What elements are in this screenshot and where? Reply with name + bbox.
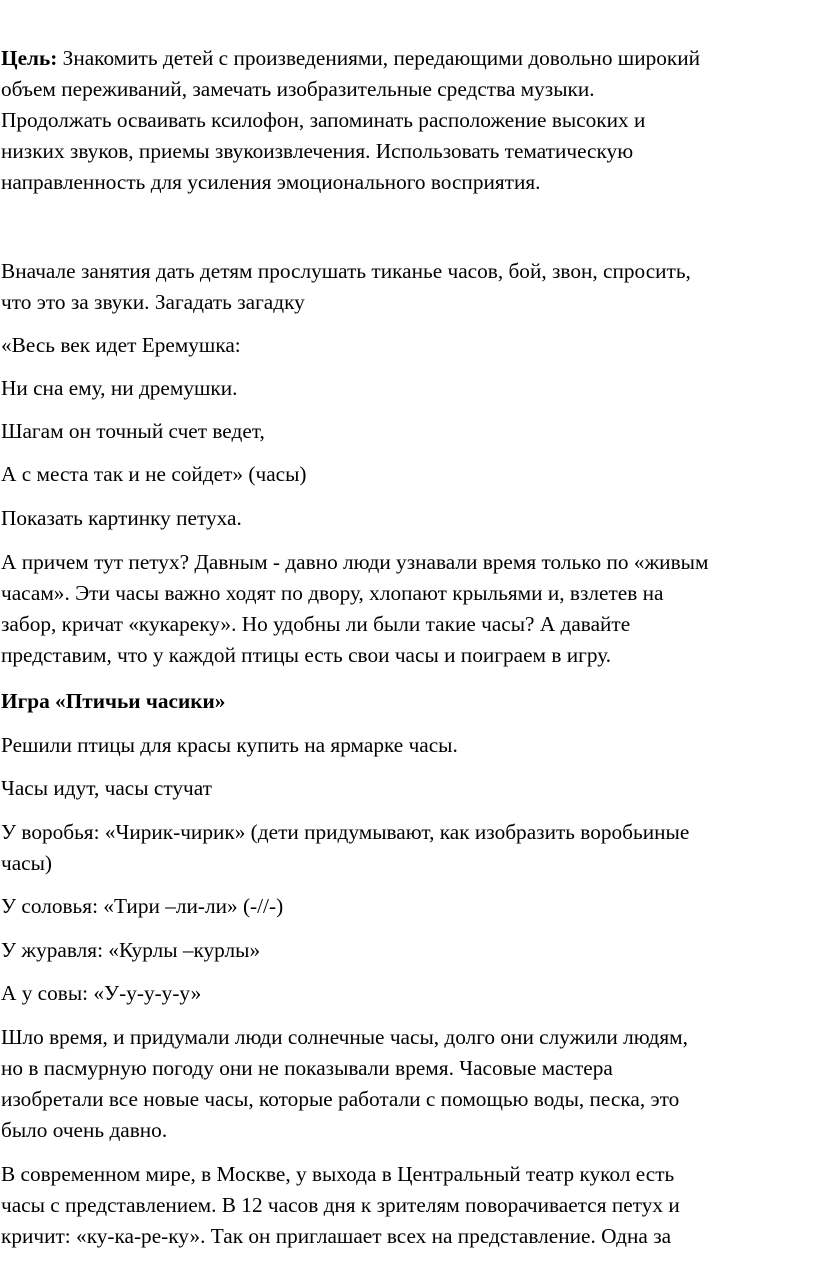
sundial-paragraph: Шло время, и придумали люди солнечные часы, долго они служили людям, но в пасмурную погоду они не показывали время. Часовые мастера изобретали все новые часы, которые работали с помощью воды, песка, это было очень давно.: [1, 1025, 688, 1142]
show-picture-paragraph: Показать картинку петуха.: [1, 506, 242, 530]
riddle-line-4: А с места так и не сойдет» (часы): [1, 462, 307, 486]
goal-text: Знакомить детей с произведениями, передающими довольно широкий объем переживаний, замечать изобразительные средства музыки. Продолжать осваивать ксилофон, запоминать расположение высоких и низких звуков, приемы звукоизвлечения. Использовать тематическую направленность для усиления эмоционального восприятия.: [1, 46, 701, 194]
crane-line: У журавля: «Курлы –курлы»: [1, 938, 261, 962]
moscow-paragraph: В современном мире, в Москве, у выхода в Центральный театр кукол есть часы с представлением. В 12 часов дня к зрителям поворачивается петух и кричит: «ку-ка-ре-ку». Так он приглашает всех на представление. Одна за: [1, 1162, 680, 1248]
intro-paragraph: Вначале занятия дать детям прослушать тиканье часов, бой, звон, спросить, что это за звуки. Загадать загадку: [1, 259, 691, 314]
goal-label: Цель:: [1, 46, 58, 70]
game-line-1: Решили птицы для красы купить на ярмарке часы.: [1, 733, 458, 757]
riddle-line-3: Шагам он точный счет ведет,: [1, 419, 265, 443]
owl-line: А у совы: «У-у-у-у-у»: [1, 981, 202, 1005]
game-line-2: Часы идут, часы стучат: [1, 776, 212, 800]
riddle-line-1: «Весь век идет Еремушка:: [1, 333, 241, 357]
sparrow-paragraph: У воробья: «Чирик-чирик» (дети придумывают, как изобразить воробьиные часы): [1, 820, 690, 875]
goal-paragraph: [1, 43, 813, 198]
game-heading: Игра «Птичьи часики»: [1, 689, 226, 713]
rooster-paragraph: А причем тут петух? Давным - давно люди узнавали время только по «живым часам». Эти часы важно ходят по двору, хлопают крыльями и, взлетев на забор, кричат «кукареку». Но удобны ли были такие часы? А давайте представим, что у каждой птицы есть свои часы и поиграем в игру.: [1, 550, 709, 667]
nightingale-line: У соловья: «Тири –ли-ли» (-//-): [1, 894, 284, 918]
riddle-line-2: Ни сна ему, ни дремушки.: [1, 376, 238, 400]
